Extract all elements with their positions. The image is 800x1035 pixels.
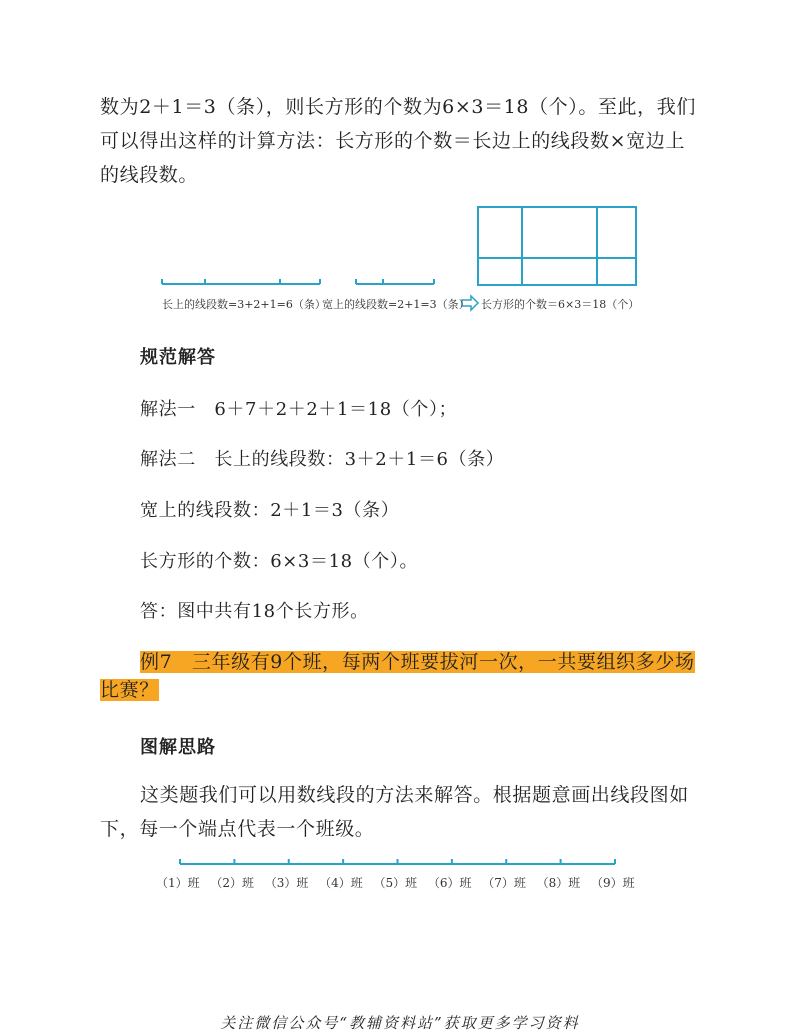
number-line-label: （9）班: [591, 876, 635, 890]
caption-long: 长上的线段数=3+2+1=6（条）: [162, 298, 326, 311]
number-line-label: （2）班: [210, 876, 255, 890]
intro-line-2: 可以得出这样的计算方法：长方形的个数＝长边上的线段数×宽边上: [100, 130, 685, 152]
solution-count: 长方形的个数：6×3＝18（个）。: [140, 551, 419, 572]
footer-watermark: 关注微信公众号“教辅资料站”获取更多学习资料: [220, 1014, 580, 1032]
solution-heading: 规范解答: [140, 347, 216, 368]
intro-line-1: 数为2＋1＝3（条），则长方形的个数为6×3＝18（个）。至此，我们: [100, 96, 696, 118]
thinking-line-1: 这类题我们可以用数线段的方法来解答。根据题意画出线段图如: [140, 784, 689, 806]
number-line-label: （8）班: [536, 876, 581, 890]
solution-wide: 宽上的线段数：2＋1＝3（条）: [140, 500, 400, 521]
solution-answer: 答：图中共有18个长方形。: [140, 601, 369, 622]
number-line-label: （4）班: [319, 876, 363, 890]
number-line-label: （3）班: [264, 876, 309, 890]
number-line-label: （5）班: [373, 876, 418, 890]
caption-wide: 宽上的线段数=2+1=3（条）: [322, 298, 470, 311]
solution-method-2: 解法二 长上的线段数：3＋2＋1＝6（条）: [140, 449, 505, 470]
solution-method-1: 解法一 6＋7＋2＋2＋1＝18（个）；: [140, 399, 458, 420]
caption-result: 长方形的个数＝6×3＝18（个）: [481, 298, 640, 311]
intro-line-3: 的线段数。: [100, 164, 199, 186]
thinking-line-2: 下，每一个端点代表一个班级。: [100, 818, 375, 840]
number-line-label: （7）班: [482, 876, 526, 890]
example-7-line-2: 比赛？: [100, 679, 159, 701]
example-7-line-1: 例7 三年级有9个班，每两个班要拔河一次，一共要组织多少场: [140, 651, 695, 673]
number-line-label: （1）班: [156, 876, 200, 890]
number-line-label: （6）班: [427, 876, 472, 890]
thinking-heading: 图解思路: [140, 737, 216, 758]
